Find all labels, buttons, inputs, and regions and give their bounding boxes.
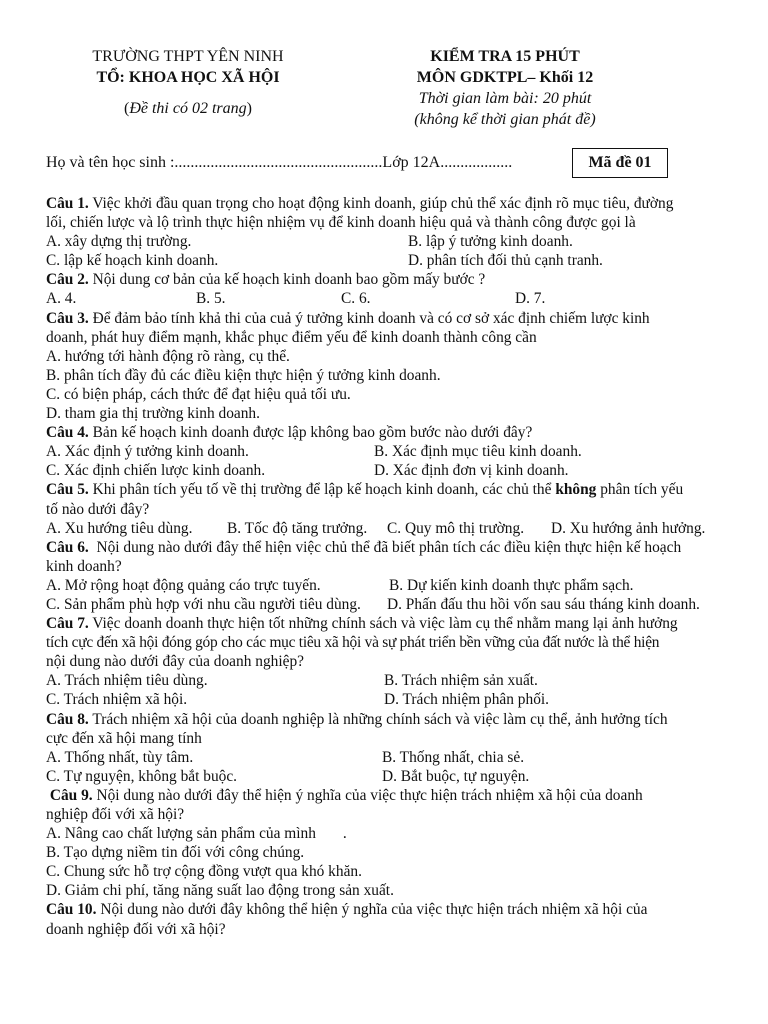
question-number: Câu 2. [46,271,89,289]
answer-option[interactable]: A. Mở rộng hoạt động quảng cáo trực tuyến. [46,576,321,594]
answer-option[interactable]: C. Sản phẩm phù hợp với nhu cầu người tiêu dùng. [46,595,361,613]
answer-option[interactable]: A. Thống nhất, tùy tâm. [46,748,194,766]
school-name: TRƯỜNG THPT YÊN NINH [92,48,284,65]
question-text: tích cực đến xã hội đóng góp cho các mục tiêu xã hội và sự phát triển bền vững của đất nước là thể hiện [46,634,660,652]
answer-option[interactable]: B. Thống nhất, chia sẻ. [382,748,525,766]
answer-option[interactable]: A. Nâng cao chất lượng sản phẩm của mình . [46,825,347,843]
answer-option[interactable]: B. Xác định mục tiêu kinh doanh. [374,443,582,461]
question-3 [46,309,726,424]
department-name: TỔ: KHOA HỌC XÃ HỘI [96,69,280,86]
question-text: doanh nghiệp đối với xã hội? [46,920,226,938]
question-6 [46,538,726,614]
question-5 [46,480,726,537]
answer-option[interactable]: D. phân tích đối thủ cạnh tranh. [408,252,603,270]
class-field[interactable]: .................. [440,154,513,171]
question-text: Nội dung nào dưới đây thể hiện việc chủ thể đã biết phân tích các điều kiện thực hiện kế hoạch [96,538,682,556]
question-number: Câu 4. [46,424,89,442]
question-text: nghiệp đối với xã hội? [46,806,185,823]
question-8 [46,710,726,786]
question-number: Câu 7. [46,615,89,633]
page-count-note: (Đề thi có 02 trang) [124,100,252,117]
answer-option[interactable]: D. Bắt buộc, tự nguyện. [382,767,530,785]
question-text: doanh, phát huy điểm mạnh, khắc phục điểm yếu để kinh doanh thành công cần [46,328,537,346]
exam-duration-note: (không kể thời gian phát đề) [414,111,596,128]
answer-option[interactable]: D. Xu hướng ảnh hưởng. [551,519,706,537]
answer-option[interactable]: C. Trách nhiệm xã hội. [46,691,188,709]
answer-option[interactable]: D. tham gia thị trường kinh doanh. [46,405,260,423]
question-4 [46,423,726,480]
answer-option[interactable]: B. 5. [196,290,226,308]
question-number: Câu 3. [46,309,89,327]
student-name-label: Họ và tên học sinh : [46,154,175,171]
question-text: Việc doanh doanh thực hiện tốt những chính sách và việc làm cụ thể nhằm mang lại ảnh hưởng [92,615,678,633]
answer-option[interactable]: D. Trách nhiệm phân phối. [384,691,550,709]
question-text-emphasis: không [555,481,597,499]
question-text: phân tích yếu [596,481,684,499]
question-10 [46,900,726,938]
answer-option[interactable]: A. Xu hướng tiêu dùng. [46,519,193,537]
answer-option[interactable]: B. lập ý tưởng kinh doanh. [408,233,573,251]
answer-option[interactable]: C. Quy mô thị trường. [387,519,525,537]
class-label: Lớp 12A [382,154,441,171]
question-number: Câu 9. [49,786,93,804]
question-text: lối, chiến lược và lộ trình thực hiện nhiệm vụ để kinh doanh hiệu quả và thành công được gọi là [46,214,636,232]
school-info [48,46,328,119]
answer-option[interactable]: A. 4. [46,290,77,308]
answer-option[interactable]: D. 7. [515,290,546,308]
question-text: Để đảm bảo tính khả thi của cuả ý tưởng kinh doanh và có cơ sở xác định chiếm lược kinh [92,309,650,327]
answer-option[interactable]: D. Giảm chi phí, tăng năng suất lao động trong sản xuất. [46,882,394,900]
answer-option[interactable]: A. xây dựng thị trường. [46,233,192,251]
question-number: Câu 5. [46,481,89,499]
question-number: Câu 10. [46,901,97,919]
answer-option[interactable]: B. Trách nhiệm sản xuất. [384,672,538,690]
question-1 [46,194,726,270]
question-text: Trách nhiệm xã hội của doanh nghiệp là những chính sách và việc làm cụ thể, ảnh hưởng tích [92,710,668,728]
answer-option[interactable]: D. Phấn đấu thu hồi vốn sau sáu tháng kinh doanh. [387,595,700,613]
question-text: Khi phân tích yếu tố về thị trường để lập kế hoạch kinh doanh, các chủ thể [92,481,556,499]
answer-option[interactable]: B. Tốc độ tăng trưởng. [227,519,368,537]
answer-option[interactable]: C. có biện pháp, cách thức để đạt hiệu quả tối ưu. [46,385,351,403]
question-number: Câu 8. [46,710,89,728]
question-text: Nội dung cơ bản của kế hoạch kinh doanh bao gồm mấy bước ? [92,271,486,289]
answer-option[interactable]: C. 6. [341,290,371,308]
answer-option[interactable]: C. Tự nguyện, không bắt buộc. [46,767,238,785]
student-name-field[interactable]: .................................................... [174,154,383,171]
question-number: Câu 1. [46,195,89,212]
answer-option[interactable]: A. Xác định ý tưởng kinh doanh. [46,443,249,461]
question-text: Nội dung nào dưới đây không thể hiện ý nghĩa của việc thực hiện trách nhiệm xã hội của [100,901,648,919]
exam-info [380,46,630,130]
question-text: Việc khởi đầu quan trọng cho hoạt động kinh doanh, giúp chủ thể xác định rõ mục tiêu, đường [92,195,674,212]
question-text: nội dung nào dưới đây của doanh nghiệp? [46,653,304,671]
exam-subject: MÔN GDKTPL– Khối 12 [416,69,594,86]
exam-header [0,46,768,136]
question-text: tố nào dưới đây? [46,500,150,518]
exam-duration: Thời gian làm bài: 20 phút [418,90,592,107]
answer-option[interactable]: B. Tạo dựng niềm tin đối với công chúng. [46,844,305,862]
question-text: cực đến xã hội mang tính [46,729,202,747]
question-number: Câu 6. [46,538,89,556]
answer-option[interactable]: B. Dự kiến kinh doanh thực phẩm sạch. [389,576,634,594]
question-list [46,194,726,939]
answer-option[interactable]: C. Chung sức hỗ trợ cộng đồng vượt qua khó khăn. [46,863,362,881]
question-text: Nội dung nào dưới đây thể hiện ý nghĩa của việc thực hiện trách nhiệm xã hội của doanh [96,786,643,804]
question-2 [46,270,726,308]
question-9 [46,786,726,901]
answer-option[interactable]: C. Xác định chiến lược kinh doanh. [46,462,266,480]
answer-option[interactable]: C. lập kế hoạch kinh doanh. [46,252,219,270]
answer-option[interactable]: B. phân tích đầy đủ các điều kiện thực hiện ý tưởng kinh doanh. [46,366,441,384]
answer-option[interactable]: A. Trách nhiệm tiêu dùng. [46,672,208,690]
answer-option[interactable]: D. Xác định đơn vị kinh doanh. [374,462,569,480]
question-7 [46,614,726,709]
question-text: kinh doanh? [46,557,122,575]
question-text: Bản kế hoạch kinh doanh được lập không bao gồm bước nào dưới đây? [92,424,533,442]
exam-code-box: Mã đề 01 [572,148,668,178]
answer-option[interactable]: A. hướng tới hành động rõ ràng, cụ thể. [46,347,290,365]
exam-title: KIỂM TRA 15 PHÚT [430,48,580,65]
